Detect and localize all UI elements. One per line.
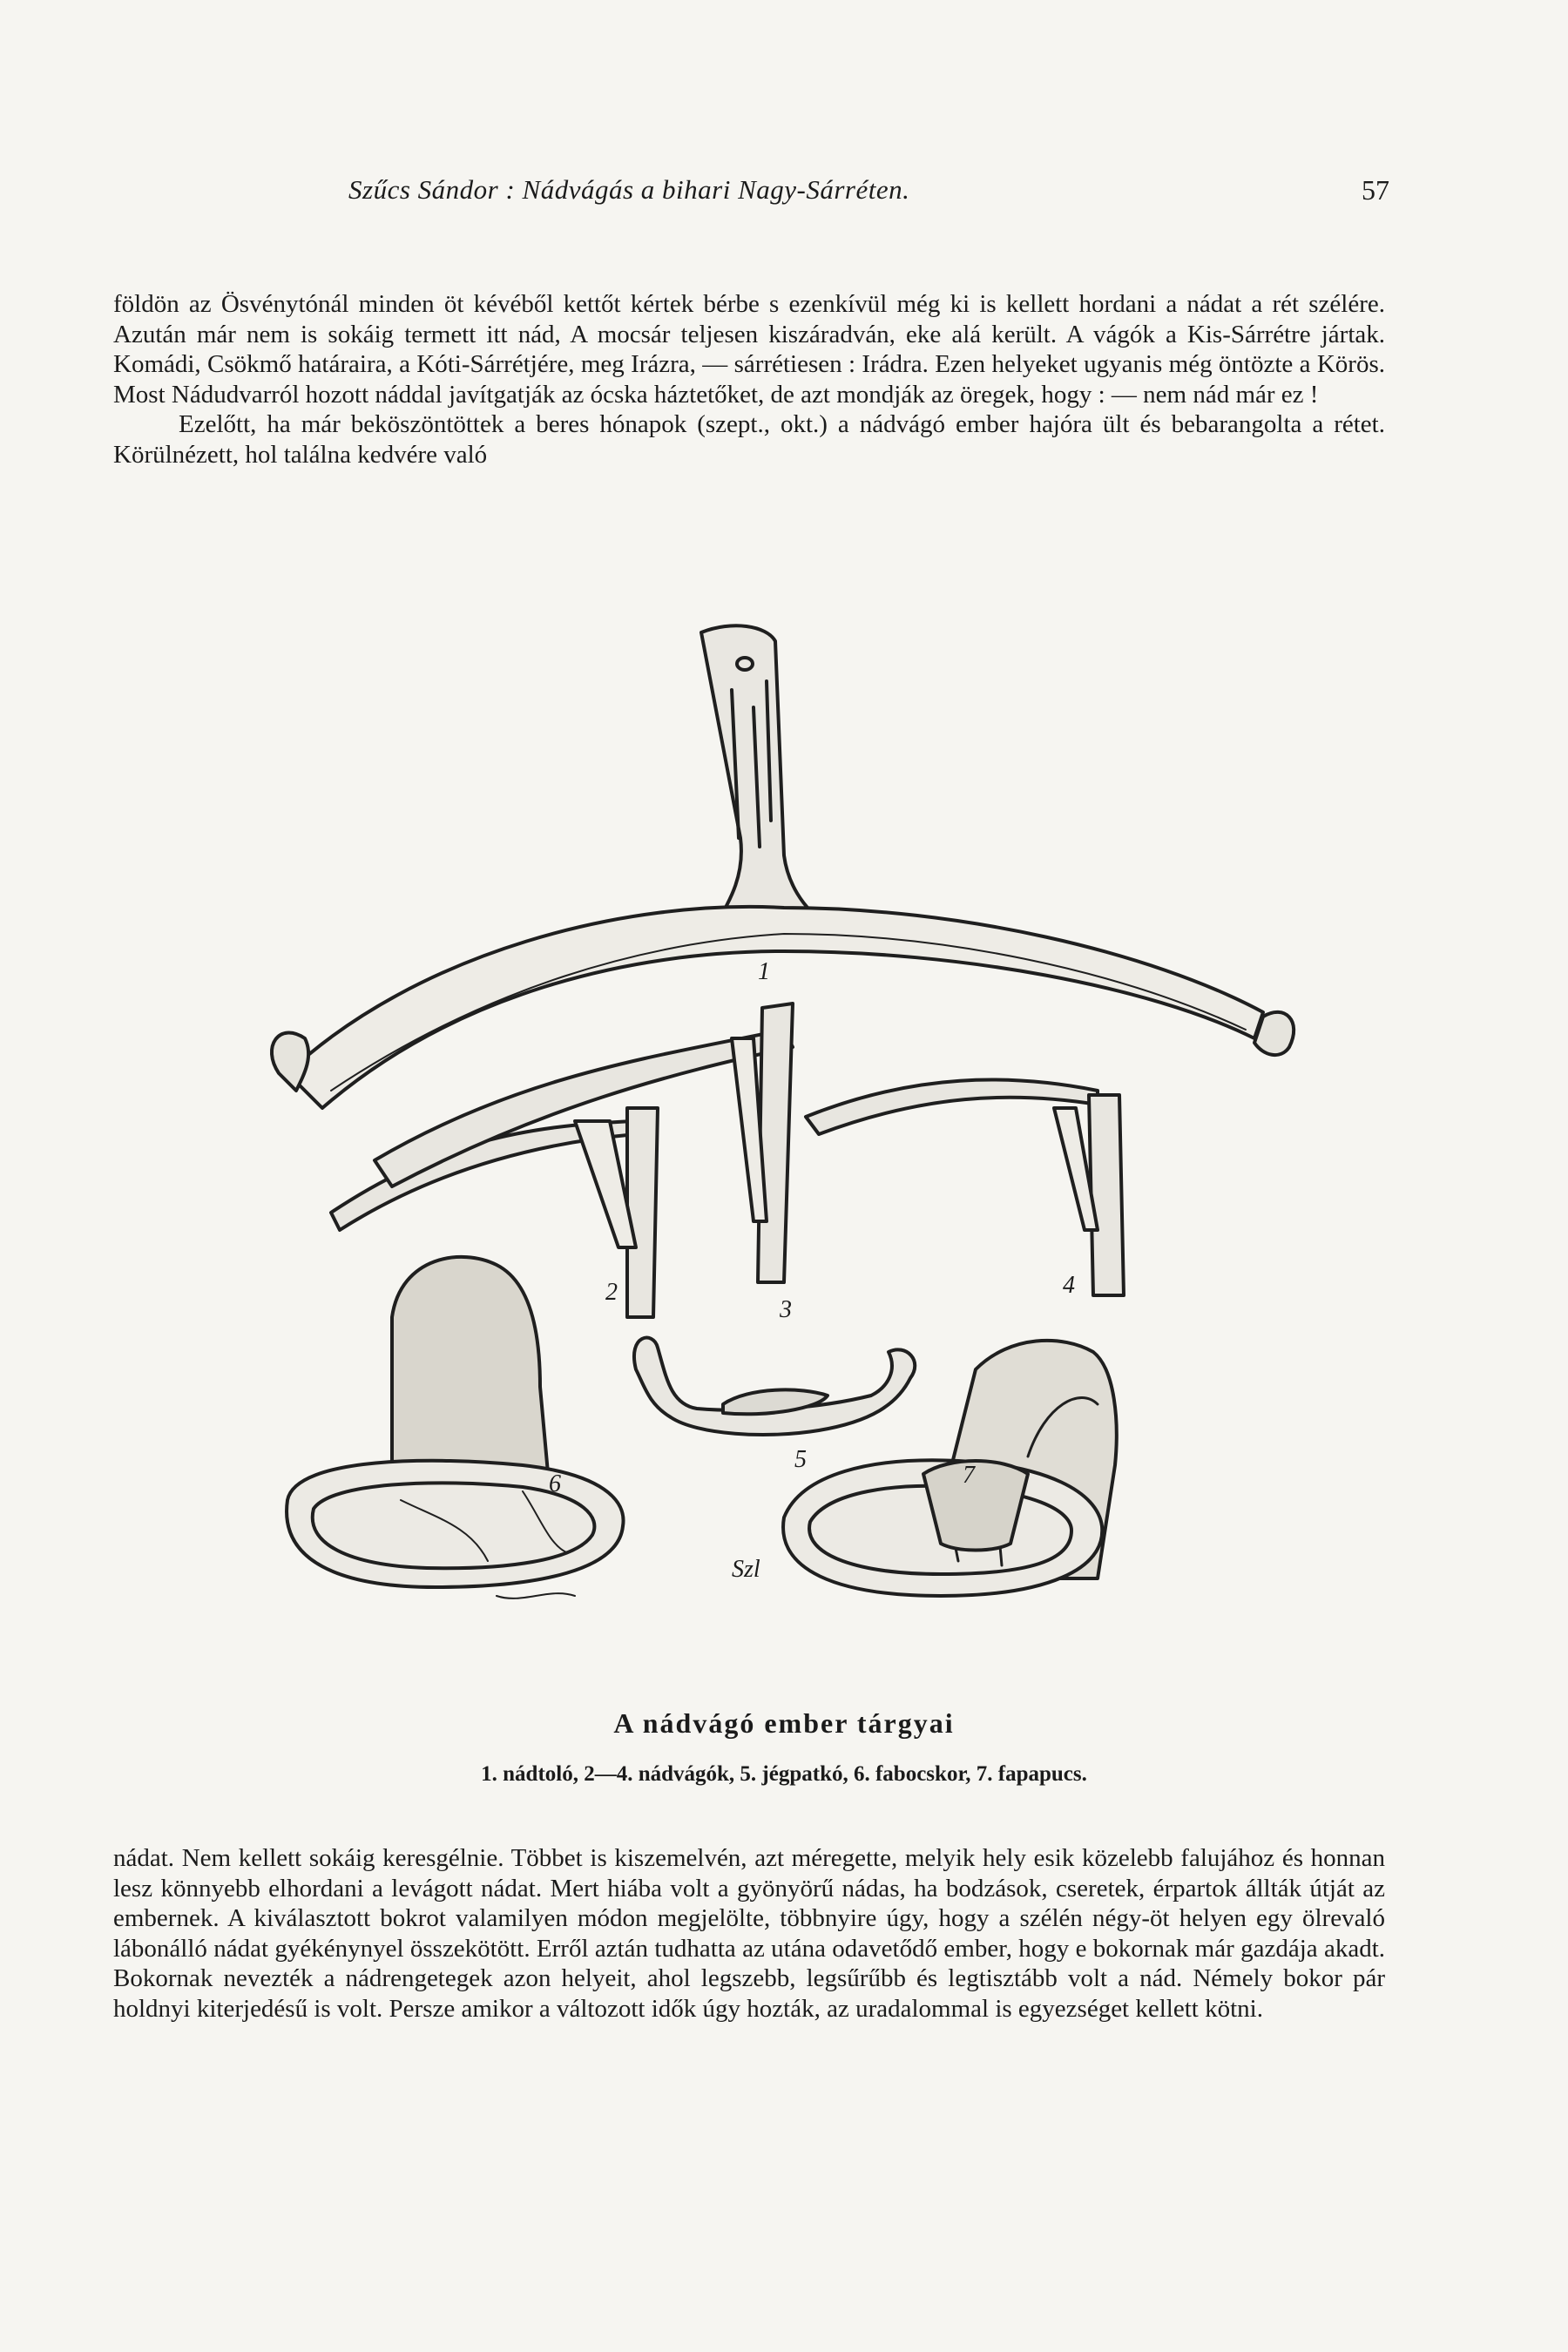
page-number: 57	[1362, 174, 1389, 206]
figure-label-3: 3	[780, 1296, 792, 1323]
figure-caption-legend: 1. nádtoló, 2—4. nádvágók, 5. jégpatkó, 6. fabocskor, 7. fapapucs.	[481, 1762, 1087, 1786]
wooden-sandal-drawing	[287, 1257, 623, 1598]
figure-label-6: 6	[549, 1470, 561, 1497]
running-title: Szűcs Sándor : Nádvágás a bihari Nagy-Sárréten.	[348, 174, 910, 205]
figure-label-7: 7	[963, 1462, 975, 1489]
tools-drawing	[261, 620, 1307, 1683]
top-text-block	[113, 289, 1385, 470]
paragraph-reed-cutter: Ezelőtt, ha már beköszöntöttek a beres hónapok (szept., okt.) a nádvágó ember hajóra ült és bebarangolta a rétet. Körülnézett, hol találna kedvére való	[113, 410, 1385, 469]
figure-label-4: 4	[1063, 1272, 1075, 1299]
reed-cutter-4-drawing	[806, 1080, 1124, 1295]
artist-signature: Szl	[732, 1556, 760, 1583]
bottom-text-block	[113, 1843, 1385, 2024]
figure-caption-title: A nádvágó ember tárgyai	[613, 1707, 955, 1739]
figure-label-1: 1	[758, 958, 770, 985]
figure-label-5: 5	[794, 1446, 807, 1473]
wooden-clog-drawing	[783, 1341, 1117, 1596]
figure-label-2: 2	[605, 1279, 618, 1306]
paragraph-reed-selection: nádat. Nem kellett sokáig keresgélnie. Többet is kiszemelvén, azt méregette, melyik hely esik közelebb falujához és honnan lesz könnyebb elhordani a levágott nádat. Mert hiába volt a gyönyörű nádas, ha bodzások, cseretek, érpartok állták útját az embernek. A kiválasztott bokrot valamilyen módon megjelölte, többnyire úgy, hogy a szélén négy-öt helyen egy ölrevaló lábonálló nádat gyékénynyel összekötött. Erről aztán tudhatta az utána odavetődő ember, hogy e bokornak már gazdája akadt. Bokornak nevezték a nádrengetegek azon helyeit, ahol legszebb, legsűrűbb és legtisztább volt a nád. Némely bokor pár holdnyi kiterjedésű is volt. Persze amikor a változott idők úgy hozták, az uradalommal is egyezséget kellett kötni.	[113, 1844, 1385, 2023]
illustration-reed-cutter-tools	[261, 620, 1307, 1683]
paragraph-continuation: földön az Ösvénytónál minden öt kévéből kettőt kértek bérbe s ezenkívül még ki is kellett hordani a nádat a rét szélére. Azután már nem is sokáig termett itt nád, A mocsár teljesen kiszáradván, eke alá került. A vágók a Kis-Sárrétre jártak. Komádi, Csökmő határaira, a Kóti-Sárrétjére, meg Irázra, — sárrétiesen : Irádra. Ezen helyeket ugyanis még öntözte a Körös. Most Nádudvarról hozott náddal javítgatják az ócska háztetőket, de azt mondják az öregek, hogy : — nem nád már ez !	[113, 290, 1385, 409]
ice-shoe-drawing	[634, 1338, 915, 1435]
running-header	[348, 174, 1389, 218]
